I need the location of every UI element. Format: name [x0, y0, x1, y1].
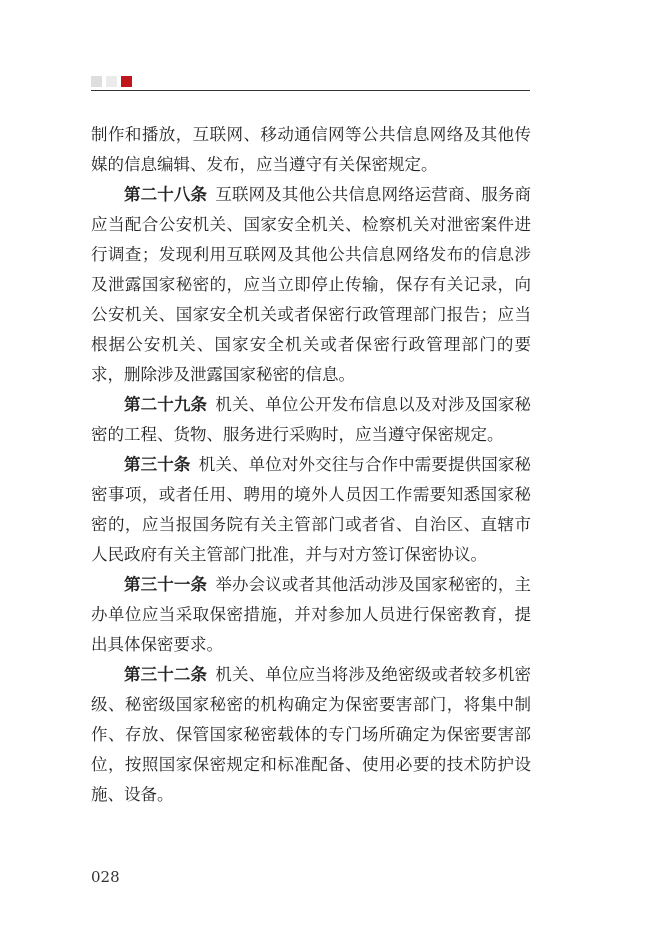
article-29	[91, 390, 531, 450]
header-decoration	[91, 76, 132, 87]
paragraph-text: 制作和播放，互联网、移动通信网等公共信息网络及其他传媒的信息编辑、发布，应当遵守有关保密规定。	[91, 125, 531, 174]
article-28	[91, 180, 531, 390]
article-32	[91, 660, 531, 810]
article-number: 第三十一条	[124, 575, 208, 594]
article-text: 机关、单位公开发布信息以及对涉及国家秘密的工程、货物、服务进行采购时，应当遵守保密规定。	[91, 395, 532, 444]
paragraph-continuation	[91, 120, 531, 180]
article-number: 第三十二条	[124, 665, 208, 684]
article-number: 第二十八条	[124, 185, 208, 204]
article-31	[91, 570, 531, 660]
article-text: 机关、单位应当将涉及绝密级或者较多机密级、秘密级国家秘密的机构确定为保密要害部门，将集中制作、存放、保管国家秘密载体的专门场所确定为保密要害部位，按照国家保密规定和标准配备、使用必要的技术防护设施、设备。	[91, 665, 532, 804]
header-square-lighter	[106, 76, 117, 87]
article-number: 第三十条	[124, 455, 191, 474]
article-text: 机关、单位对外交往与合作中需要提供国家秘密事项，或者任用、聘用的境外人员因工作需要知悉国家秘密的，应当报国务院有关主管部门或者省、自治区、直辖市人民政府有关主管部门批准，并与对方签订保密协议。	[91, 455, 532, 564]
page-body	[91, 120, 531, 810]
article-number: 第二十九条	[124, 395, 208, 414]
page-number: 028	[91, 868, 120, 886]
article-text: 互联网及其他公共信息网络运营商、服务商应当配合公安机关、国家安全机关、检察机关对泄密案件进行调查；发现利用互联网及其他公共信息网络发布的信息涉及泄露国家秘密的，应当立即停止传输，保存有关记录，向公安机关、国家安全机关或者保密行政管理部门报告；应当根据公安机关、国家安全机关或者保密行政管理部门的要求，删除涉及泄露国家秘密的信息。	[91, 185, 532, 384]
article-text: 举办会议或者其他活动涉及国家秘密的，主办单位应当采取保密措施，并对参加人员进行保密教育，提出具体保密要求。	[91, 575, 532, 654]
header-rule	[91, 90, 530, 91]
article-30	[91, 450, 531, 570]
header-square-light	[91, 76, 102, 87]
header-square-red	[121, 76, 132, 87]
